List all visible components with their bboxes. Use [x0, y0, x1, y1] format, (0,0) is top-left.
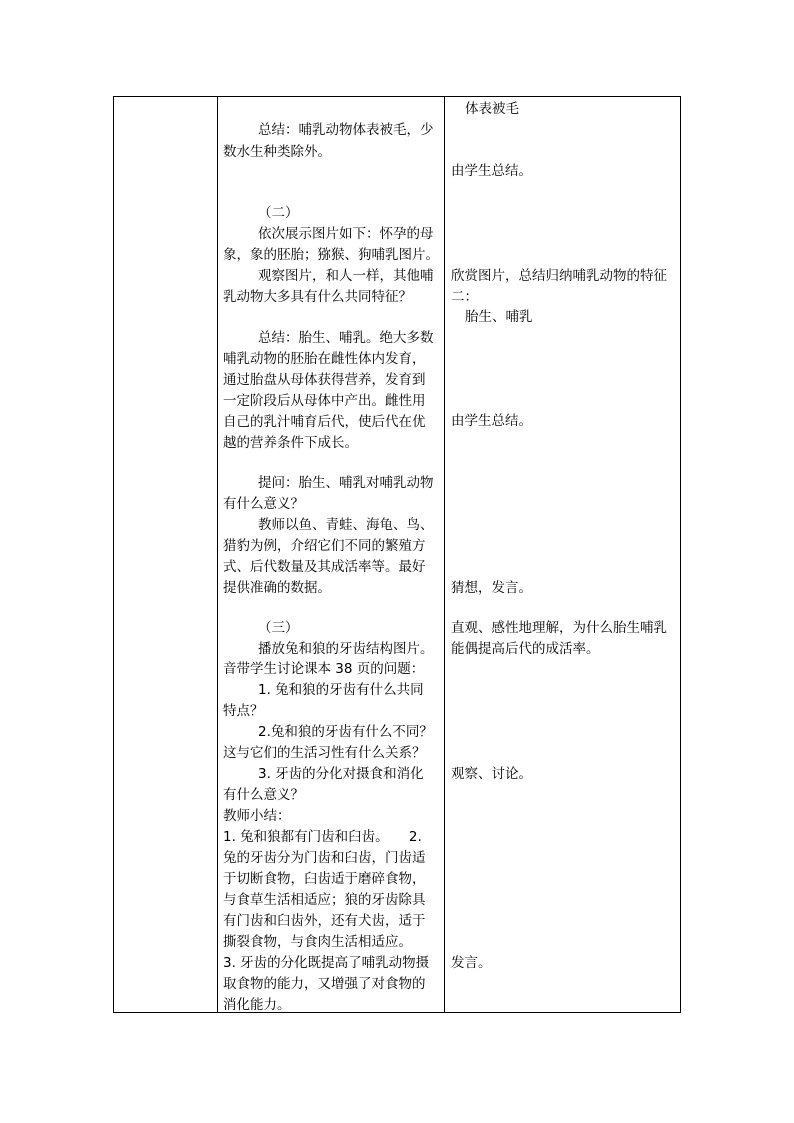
teacher-line: 数水生种类除外。 [223, 144, 331, 160]
teacher-line: 通过胎盘从母体获得营养，发育到 [223, 372, 426, 388]
teacher-line: 提供准确的数据。 [223, 580, 331, 596]
student-line: 二： [451, 289, 478, 305]
teacher-line: 猎豹为例，介绍它们不同的繁殖方 [223, 538, 426, 554]
student-line: 发言。 [451, 955, 492, 971]
teacher-line: 一定阶段后从母体中产出。雌性用 [223, 393, 426, 409]
teacher-activity-cell [218, 97, 445, 1012]
student-line: 欣赏图片，总结归纳哺乳动物的特征 [451, 268, 667, 284]
teacher-line: 越的营养条件下成长。 [223, 435, 358, 451]
student-activity-cell [445, 97, 682, 1012]
teacher-line: 总结：胎生、哺乳。绝大多数 [258, 330, 434, 346]
student-line: 猜想，发言。 [451, 580, 532, 596]
teacher-line: 3. 牙齿的分化既提高了哺乳动物摄 [223, 955, 430, 971]
student-line: 体表被毛 [465, 101, 519, 117]
teacher-line: （二） [258, 205, 299, 221]
teacher-line: 依次展示图片如下：怀孕的母 [258, 226, 434, 242]
lesson-table [113, 96, 681, 1013]
teacher-line: 2.兔和狼的牙齿有什么不同？ [258, 724, 433, 740]
teacher-line: 播放兔和狼的牙齿结构图片。 [258, 641, 434, 657]
teacher-line: 观察图片，和人一样，其他哺 [258, 268, 434, 284]
teacher-line: 教师以鱼、青蛙、海龟、鸟、 [258, 517, 434, 533]
teacher-line: 3. 牙齿的分化对摄食和消化 [258, 766, 424, 782]
student-line: 由学生总结。 [451, 413, 532, 429]
teacher-line: 提问：胎生、哺乳对哺乳动物 [258, 475, 434, 491]
teacher-line: （三） [258, 620, 299, 636]
teacher-line: 有门齿和臼齿外，还有犬齿，适于 [223, 913, 426, 929]
teacher-line: 音带学生讨论课本 38 页的问题： [223, 661, 425, 677]
teacher-line: 1. 兔和狼都有门齿和臼齿。 2. [223, 829, 422, 845]
student-line: 胎生、哺乳 [465, 309, 533, 325]
teacher-line: 撕裂食物，与食肉生活相适应。 [223, 934, 412, 950]
teacher-line: 自己的乳汁哺育后代，使后代在优 [223, 414, 426, 430]
teacher-line: 教师小结： [223, 808, 291, 824]
teacher-line: 1. 兔和狼的牙齿有什么共同 [258, 682, 424, 698]
teacher-line: 有什么意义？ [223, 496, 304, 512]
teacher-line: 式、后代数量及其成活率等。最好 [223, 559, 426, 575]
teacher-line: 特点？ [223, 703, 264, 719]
teacher-line: 乳动物大多具有什么共同特征？ [223, 289, 412, 305]
teacher-line: 哺乳动物的胚胎在雌性体内发育， [223, 351, 426, 367]
teacher-line: 兔的牙齿分为门齿和臼齿，门齿适 [223, 850, 426, 866]
teacher-line: 消化能力。 [223, 997, 291, 1013]
teacher-line: 取食物的能力，又增强了对食物的 [223, 976, 426, 992]
student-line: 由学生总结。 [451, 163, 532, 179]
teacher-line: 于切断食物，臼齿适于磨碎食物， [223, 871, 426, 887]
student-line: 观察、讨论。 [451, 766, 532, 782]
teacher-line: 总结：哺乳动物体表被毛，少 [258, 122, 434, 138]
teacher-line: 象，象的胚胎；猕猴、狗哺乳图片。 [223, 247, 439, 263]
student-line: 直观、感性地理解，为什么胎生哺乳 [451, 620, 667, 636]
first-column-cell [114, 97, 217, 1012]
student-line: 能偶提高后代的成活率。 [451, 641, 600, 657]
teacher-line: 与食草生活相适应；狼的牙齿除具 [223, 892, 426, 908]
teacher-line: 有什么意义？ [223, 787, 304, 803]
teacher-line: 这与它们的生活习性有什么关系？ [223, 745, 426, 761]
